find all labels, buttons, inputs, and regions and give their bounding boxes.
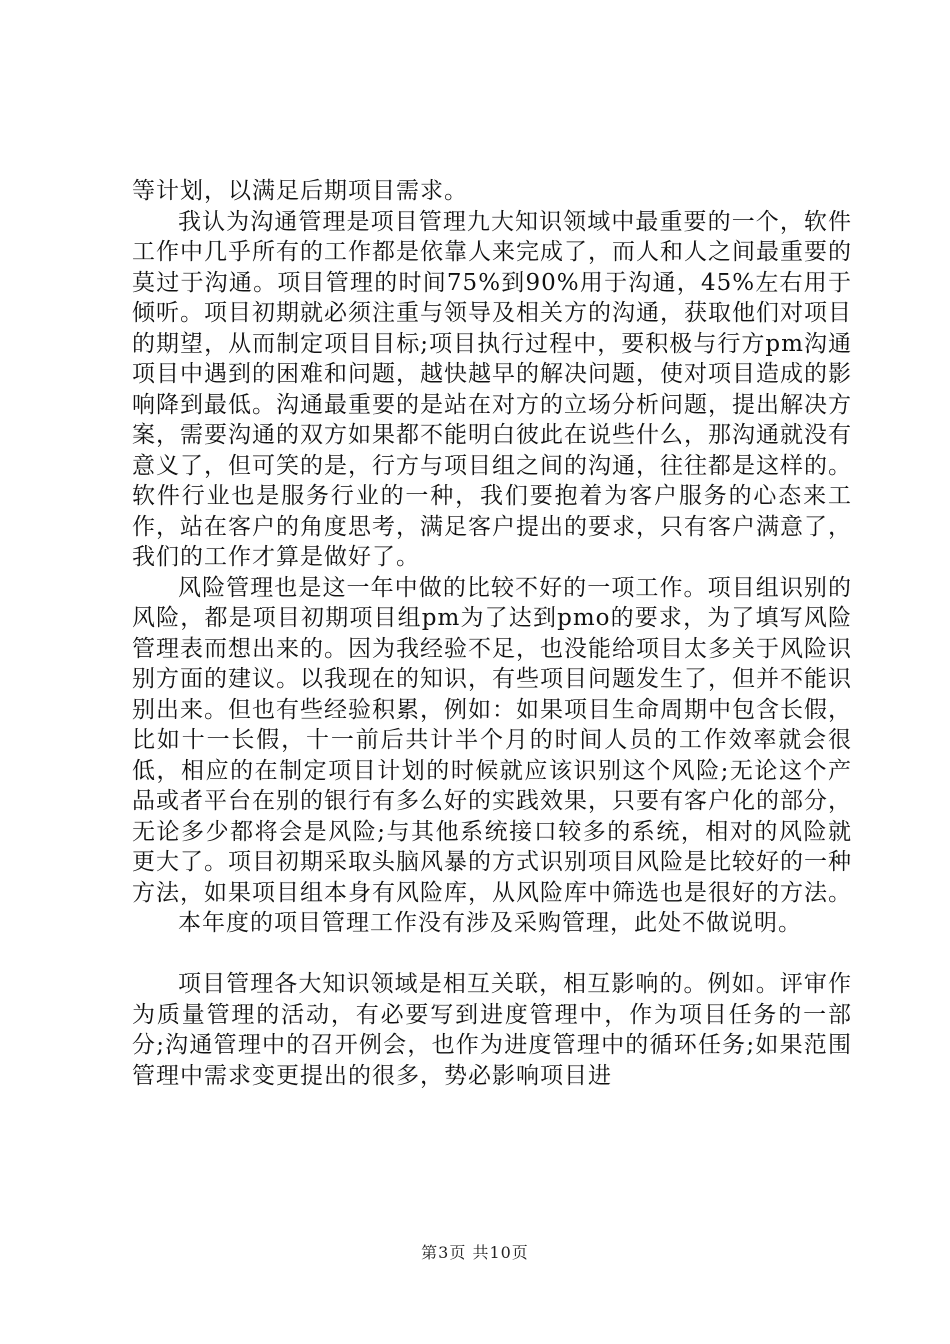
paragraph-1: 等计划，以满足后期项目需求。 — [132, 178, 468, 204]
paragraph-4: 本年度的项目管理工作没有涉及采购管理，此处不做说明。 — [178, 910, 802, 936]
paragraph-5: 项目管理各大知识领域是相互关联，相互影响的。例如。评审作为质量管理的活动，有必要写到进度管理中，作为项目任务的一部分;沟通管理中的召开例会，也作为进度管理中的循环任务;如果范围管理中需求变更提出的很多，势必影响项目进 — [132, 971, 852, 1089]
paragraph-2: 我认为沟通管理是项目管理九大知识领域中最重要的一个，软件工作中几乎所有的工作都是依靠人来完成了，而人和人之间最重要的莫过于沟通。项目管理的时间75%到90%用于沟通，45%左右用于倾听。项目初期就必须注重与领导及相关方的沟通，获取他们对项目的期望，从而制定项目目标;项目执行过程中，要积极与行方pm沟通项目中遇到的困难和问题，越快越早的解决问题，使对项目造成的影响降到最低。沟通最重要的是站在对方的立场分析问题，提出解决方案，需要沟通的双方如果都不能明白彼此在说些什么，那沟通就没有意义了，但可笑的是，行方与项目组之间的沟通，往往都是这样的。软件行业也是服务行业的一种，我们要抱着为客户服务的心态来工作，站在客户的角度思考，满足客户提出的要求，只有客户满意了，我们的工作才算是做好了。 — [132, 208, 852, 570]
document-body — [132, 176, 852, 1091]
paragraph-3: 风险管理也是这一年中做的比较不好的一项工作。项目组识别的风险，都是项目初期项目组pm为了达到pmo的要求，为了填写风险管理表而想出来的。因为我经验不足，也没能给项目太多关于风险识别方面的建议。以我现在的知识，有些项目问题发生了，但并不能识别出来。但也有些经验积累，例如：如果项目生命周期中包含长假，比如十一长假，十一前后共计半个月的时间人员的工作效率就会很低，相应的在制定项目计划的时候就应该识别这个风险;无论这个产品或者平台在别的银行有多么好的实践效果，只要有客户化的部分，无论多少都将会是风险;与其他系统接口较多的系统，相对的风险就更大了。项目初期采取头脑风暴的方式识别项目风险是比较好的一种方法，如果项目组本身有风险库，从风险库中筛选也是很好的方法。 — [132, 574, 852, 906]
paragraph-gap — [132, 939, 852, 970]
page-footer: 第3页 共10页 — [421, 1243, 529, 1262]
